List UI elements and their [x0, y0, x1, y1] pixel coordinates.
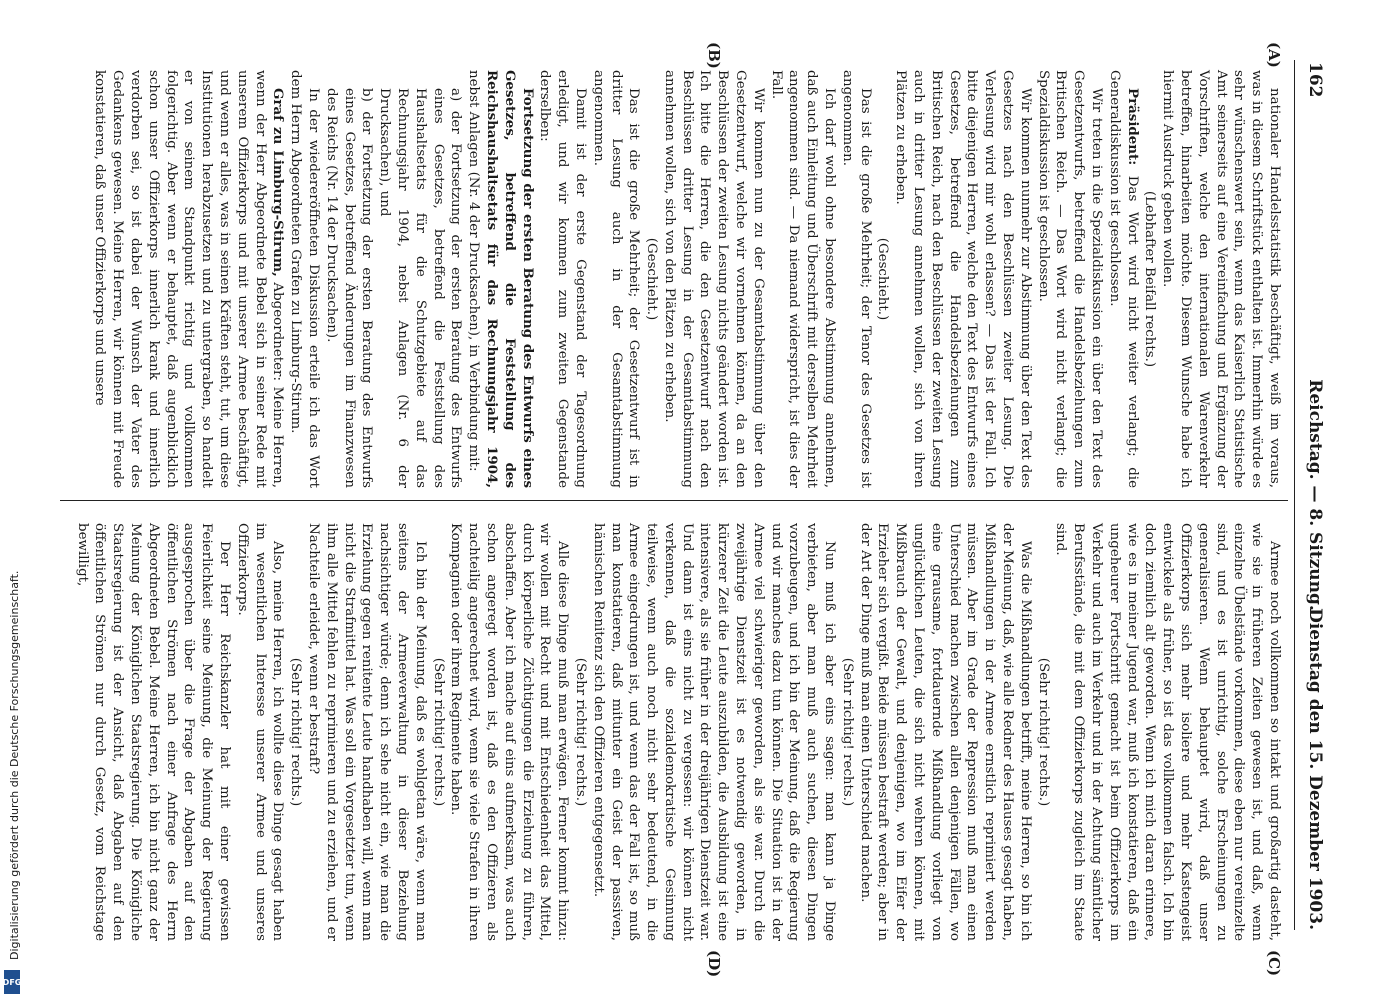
left-column	[83, 70, 1283, 488]
paragraph	[856, 523, 1034, 941]
paragraph-text: Der Herr Reichskanzler hat mit einer gewissen Feierlichkeit seine Meinung, die Meinung der Regierung ausgesprochen über die Frage der Abgaben auf den öffentlichen Strömen nach einer Anfrage des Herrn Abgeordneten Bebel. Meine Herren, ich bin nicht ganz der Meinung der Königlichen Staatsregierung. Die Königliche Staatsregierung ist der Ansicht, daß Abgaben auf den öffentlichen Strömen nur durch Gesetz, vom Reichstage bewilligt,	[74, 523, 232, 941]
interjection	[429, 523, 447, 941]
paragraph-text: Damit ist der erste Gegenstand der Tagesordnung erledigt, und wir kommen zum zweiten Gegenstande derselben:	[537, 70, 588, 488]
margin-letter-b: (B)	[705, 42, 723, 69]
paragraph-text: Was die Mißhandlungen betrifft, meine Herren, so bin ich der Meinung, daß, wie alle Redner des Hauses gesagt haben, Mißhandlungen in der Armee ernstlich reprimiert werden müssen. Aber im Grade der Repression muß man einen Unterschied machen zwischen allen denjenigen Fällen, wo eine grausame, fortdauernde Mißhandlung vorliegt von unglücklichen Leuten, die sich nicht wehren können, mit Mißbrauch der Gewalt, und denjenigen, wo im Eifer der Erzieher sich vergißt. Beide müssen bestraft werden; aber in der Art der Dinge muß man einen Unterschied machen.	[857, 523, 1033, 941]
column-divider	[60, 500, 1288, 501]
margin-letter-d: (D)	[705, 950, 723, 978]
paragraph	[73, 523, 233, 941]
paragraph	[286, 70, 322, 488]
paragraph-text: Das ist die große Mehrheit; der Gesetzentwurf ist in dritter Lesung auch in der Gesamtabstimmung angenommen.	[590, 70, 642, 488]
interjection	[1141, 70, 1159, 488]
paragraph-text: Ich bin der Meinung, daß es wohlgetan wäre, wenn man seitens der Armeeverwaltung in dieser Beziehung nachsichtiger würde; denn ich sehe nicht ein, wie man die Erziehung gegen renitente Leute handhaben will, wenn man nicht die Strafmittel hat. Was soll ein Vorgesetzter tun, wenn ihm alle Mittel fehlen zu reprimieren und zu erziehen, und er Nachteile erleidet, wenn er bestraft?	[305, 523, 428, 941]
paragraph-text: Ich darf wohl ohne besondere Abstimmung annehmen, daß auch Einleitung und Überschrift mit derselben Mehrheit angenommen sind. — Da niemand widerspricht, ist dies der Fall.	[768, 70, 838, 488]
paragraph-text: Wir treten in die Spezialdiskussion ein über den Text des Gesetzentwurfs, betreffend die Handelsbeziehungen zum Britischen Reich. — Das Wort wird nicht verlangt; die Spezialdiskussion ist geschlossen.	[1035, 70, 1105, 488]
paragraph	[304, 523, 429, 941]
paragraph	[91, 70, 287, 488]
paragraph	[589, 523, 838, 941]
interjection	[571, 523, 589, 941]
paragraph	[464, 70, 535, 488]
paragraph-text: (Lebhafter Beifall rechts.)	[1142, 190, 1158, 368]
paragraph-text: (Geschieht.)	[875, 237, 891, 321]
paragraph	[838, 70, 874, 488]
paragraph-text: Also, meine Herren, ich wollte diese Dinge gesagt haben im wesentlichen Interesse unserer Armee und unseres Offizierkorps.	[234, 523, 286, 941]
margin-letter-a: (A)	[1265, 42, 1283, 68]
paragraph-text: Abgeordneter: Meine Herren, wenn der Herr Abgeordnete Bebel sich in seiner Rede mit unserem Offizierkorps und mit unserer Armee beschäftigt, und wenn er alles, was in seinen Kräften steht, tut, um diese Institutionen herabzusetzen und zu untergraben, so handelt er von seinem Standpunkt richtig und vollkommen folgerichtig. Aber wenn er behauptet, daß augenblicklich schon unser Offizierkorps innerlich krank und innerlich verdorben sei, so ist dabei der Wunsch der Vater des Gedankens gewesen. Meine Herren, wir können mit Freude konstatieren, daß unser Offizierkorps und unsere	[92, 70, 286, 488]
agenda-item	[375, 70, 464, 488]
paragraph-text: Nun muß ich aber eins sagen: man kann ja Dinge verbieten, aber man muß auch suchen, diesen Dingen vorzubeugen, und ich bin der Meinung, daß die Regierung und wir manches dazu tun können. Die Situation ist in der Armee viel schwieriger geworden, als sie war. Durch die zweijährige Dienstzeit ist es notwendig geworden, in kürzerer Zeit die Leute auszubilden, die Ausbildung ist eine intensivere, als sie früher in der dreijährigen Dienstzeit war. Und dann ist eins nicht zu vergessen: wir können nicht verkennen, daß die sozialdemokratische Gesinnung teilweise, wenn auch noch nicht sehr bedeutend, in die Armee eingedrungen ist, und wenn das der Fall ist, so muß man konstatieren, daß mitunter ein Geist der passiven, hämischen Renitenz sich den Offizieren entgegensetzt.	[590, 523, 838, 941]
paragraph-text: (Sehr richtig! rechts.)	[430, 657, 446, 807]
paragraph-text: nationaler Handelsstatistik beschäftigt, weiß im voraus, was in diesem Schriftstück enthalten ist. Immerhin würde es sehr wünschenswert sein, wenn das Kaiserlich Statistische Amt seinerseits auf eine Vereinfachung und Ergänzung der Vorschriften, welche den internationalen Warenverkehr betreffen, hinarbeiten möchte. Diesem Wunsche habe ich hiermit Ausdruck geben wollen.	[1160, 70, 1282, 488]
paragraph	[1158, 70, 1283, 488]
speaker-lead: Fortsetzung der ersten Beratung des Entwurfs eines Gesetzes, betreffend die Feststellung des Reichshaushaltsetats für das Rechnungsjahr 1904,	[483, 70, 536, 488]
paragraph-text: (Sehr richtig! rechts.)	[288, 657, 304, 807]
paragraph-text: nebst Anlagen (Nr. 4 der Drucksachen), in Verbindung mit:	[466, 70, 482, 472]
paragraph	[1034, 70, 1105, 488]
speaker-lead: Präsident:	[1124, 88, 1141, 166]
interjection	[1034, 523, 1052, 941]
paragraph	[589, 70, 642, 488]
digitization-credit	[8, 0, 22, 990]
header-rule	[1294, 60, 1295, 930]
paragraph-text: Wir kommen nun zu der Gesamtabstimmung über den Gesetzentwurf, welche wir vornehmen können, da an den Beschlüssen der zweiten Lesung nichts geändert worden ist. Ich bitte die Herren, die den Gesetzentwurf nach den Beschlüssen dritter Lesung in der Gesamtabstimmung annehmen wollen, sich von den Plätzen zu erheben.	[661, 70, 766, 488]
paragraph-text: (Geschieht.)	[644, 237, 660, 321]
interjection	[642, 70, 660, 488]
paragraph-text: In der wiedereröffneten Diskussion erteile ich das Wort dem Herrn Abgeordneten Grafen zu Limburg-Stirum.	[288, 70, 321, 488]
paragraph-text: (Sehr richtig! rechts.)	[1035, 657, 1051, 807]
running-title: Reichstag. — 8. Sitzung.	[1305, 379, 1325, 611]
paragraph	[536, 70, 589, 488]
paragraph-text: Armee noch vollkommen so intakt und großartig dasteht, wie sie in früheren Zeiten gewesen ist, und daß, wenn einzelne Übelstände vorkommen, diese eben nur vereinzelte sind, und es ist unrichtig, solche Erscheinungen zu generalisieren. Wenn behauptet wird, daß unser Offizierkorps sich mehr isoliere und mehr Kastengeist entwickele als früher, so ist das vollkommen falsch. Ich bin doch ziemlich alt geworden. Wenn ich mich daran erinnere, wie es in meiner Jugend war, muß ich konstatieren, daß ein ungeheurer Fortschritt gemacht ist beim Offizierkorps im Verkehr und auch im Verkehr und in der Achtung sämtlicher Berufsstände, die mit dem Offizierkorps zugleich im Staate sind.	[1053, 523, 1282, 941]
paragraph	[660, 70, 767, 488]
paragraph	[891, 70, 1033, 488]
paragraph-text: (Sehr richtig! rechts.)	[839, 657, 855, 807]
running-date: Dienstag den 15. Dezember 1903.	[1305, 608, 1325, 930]
paragraph-text: Das Wort wird nicht weiter verlangt; die Generaldiskussion ist geschlossen.	[1106, 70, 1140, 488]
paragraph-text: Wir kommen nunmehr zur Abstimmung über den Text des Gesetzes nach den Beschlüssen zweiter Lesung. Die Verlesung wird mir wohl erlassen? — Das ist der Fall. Ich bitte diejenigen Herren, welche den Text des Entwurfs eines Gesetzes, betreffend die Handelsbeziehungen zum Britischen Reich, nach den Beschlüssen der zweiten Lesung auch in dritter Lesung annehmen wollen, sich von ihren Plätzen zu erheben.	[893, 70, 1033, 488]
paragraph-text: a) der Fortsetzung der ersten Beratung des Entwurfs eines Gesetzes, betreffend die Feststellung des Haushaltsetats für die Schutzgebiete auf das Rechnungsjahr 1904, nebst Anlagen (Nr. 6 der Drucksachen), und	[377, 88, 464, 488]
paragraph-text: (Sehr richtig! rechts.)	[572, 657, 588, 807]
paragraph	[767, 70, 838, 488]
agenda-item	[322, 70, 375, 488]
paragraph	[233, 523, 286, 941]
credit-text: Digitalisierung gefördert durch die Deutsche Forschungsgemeinschaft.	[8, 570, 21, 960]
margin-letter-c: (C)	[1265, 950, 1283, 977]
paragraph	[1052, 523, 1283, 941]
interjection	[286, 523, 304, 941]
paragraph-text: Alle diese Dinge muß man erwägen. Ferner kommt hinzu: wir wollen mit Recht und mit Entschiedenheit das Mittel, durch körperliche Züchtigungen die Erziehung zu führen, abschaffen. Aber ich mache auf eins aufmerksam, was auch schon angeregt worden ist, daß es den Offizieren als nachteilig angerechnet wird, wenn sie viele Strafen in ihren Kompagnien oder ihrem Regimente haben.	[448, 523, 571, 941]
paragraph-text: b) der Fortsetzung der ersten Beratung des Entwurfs eines Gesetzes, betreffend Änderungen im Finanzwesen des Reichs (Nr. 14 der Drucksachen).	[323, 88, 375, 488]
paragraph-text: Das ist die große Mehrheit; der Tenor des Gesetzes ist angenommen.	[839, 70, 873, 488]
dfg-logo: DFG	[4, 970, 20, 994]
paragraph	[1105, 70, 1141, 488]
running-head	[1299, 60, 1325, 930]
page-number: 162	[1305, 62, 1325, 98]
interjection	[838, 523, 856, 941]
paragraph	[447, 523, 572, 941]
speaker-lead: Graf zu Limburg-Stirum,	[270, 88, 287, 277]
interjection	[874, 70, 892, 488]
right-column	[74, 523, 1283, 941]
